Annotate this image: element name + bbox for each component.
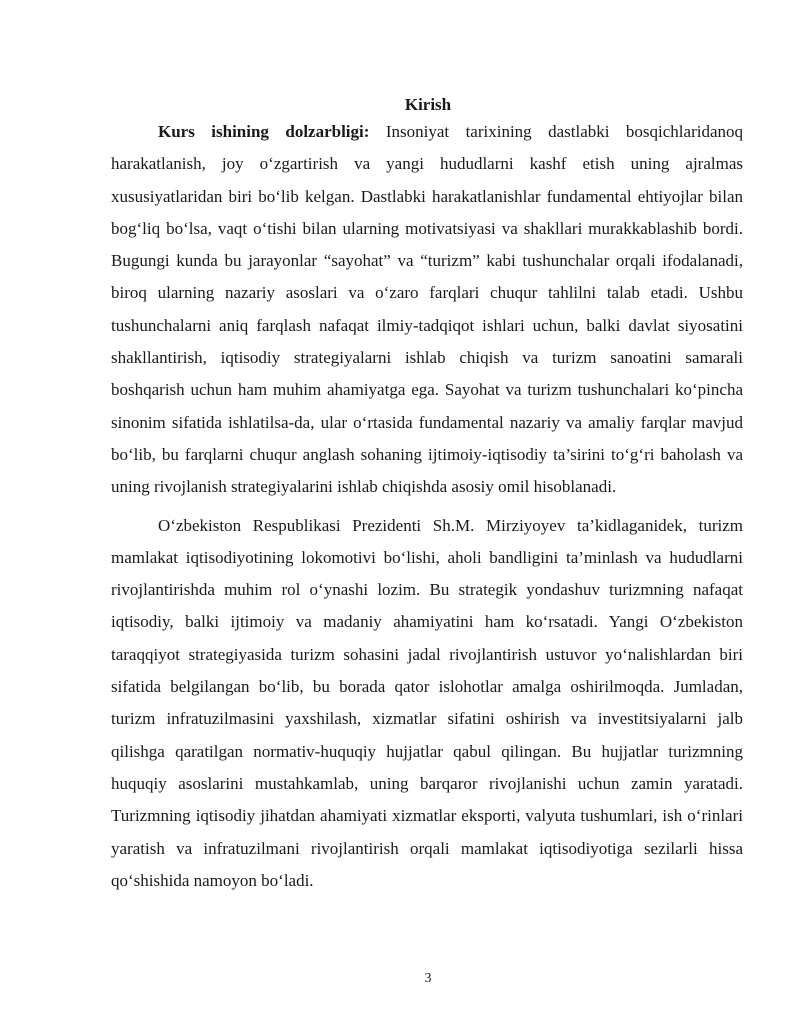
paragraph-president-quote xyxy=(111,510,743,898)
page-number: 3 xyxy=(424,971,432,986)
paragraph-text: Insoniyat tarixining dastlabki bosqichlaridanoq harakatlanish, joy o‘zgartirish va yangi hududlarni kashf etish uning ajralmas xususiyatlaridan biri bo‘lib kelgan. Dastlabki harakatlanishlar fundamental ehtiyojlar bilan bog‘liq bo‘lsa, vaqt o‘tishi bilan ularning motivatsiyasi va shakllari murakkablashib bordi. Bugungi kunda bu jarayonlar “sayohat” va “turizm” kabi tushunchalar orqali ifodalanadi, biroq ularning nazariy asoslari va o‘zaro farqlari chuqur tahlilni talab etadi. Ushbu tushunchalarni aniq farqlash nafaqat ilmiy-tadqiqot ishlari uchun, balki davlat siyosatini shakllantirish, iqtisodiy strategiyalarni ishlab chiqish va turizm sanoatini samarali boshqarish uchun ham muhim ahamiyatga ega. Sayohat va turizm tushunchalari ko‘pincha sinonim sifatida ishlatilsa-da, ular o‘rtasida fundamental nazariy va amaliy farqlar mavjud bo‘lib, bu farqlarni chuqur anglash sohaning ijtimoiy-iqtisodiy ta’sirini to‘g‘ri baholash va uning rivojlanish strategiyalarini ishlab chiqishda asosiy omil hisoblanadi. xyxy=(111,122,743,497)
paragraph-text: O‘zbekiston Respublikasi Prezidenti Sh.M. Mirziyoyev ta’kidlaganidek, turizm mamlakat iqtisodiyotining lokomotivi bo‘lishi, aholi bandligini ta’minlash va hududlarni rivojlantirishda muhim rol o‘ynashi lozim. Bu strategik yondashuv turizmning nafaqat iqtisodiy, balki ijtimoiy va madaniy ahamiyatini ham ko‘rsatadi. Yangi O‘zbekiston taraqqiyot strategiyasida turizm sohasini jadal rivojlantirish ustuvor yo‘nalishlardan biri sifatida belgilangan bo‘lib, bu borada qator islohotlar amalga oshirilmoqda. Jumladan, turizm infratuzilmasini yaxshilash, xizmatlar sifatini oshirish va investitsiyalarni jalb qilishga qaratilgan normativ-huquqiy hujjatlar qabul qilingan. Bu hujjatlar turizmning huquqiy asoslarini mustahkamlab, uning barqaror rivojlanishi uchun zamin yaratadi. Turizmning iqtisodiy jihatdan ahamiyati xizmatlar eksporti, valyuta tushumlari, ish o‘rinlari yaratish va infratuzilmani rivojlantirish orqali mamlakat iqtisodiyotiga sezilarli hissa qo‘shishida namoyon bo‘ladi. xyxy=(111,515,743,890)
body-text xyxy=(111,116,743,897)
paragraph-lead: Kurs ishining dolzarbligi: xyxy=(158,122,370,141)
paragraph-relevance xyxy=(111,116,743,504)
page-title: Kirish xyxy=(404,95,452,114)
